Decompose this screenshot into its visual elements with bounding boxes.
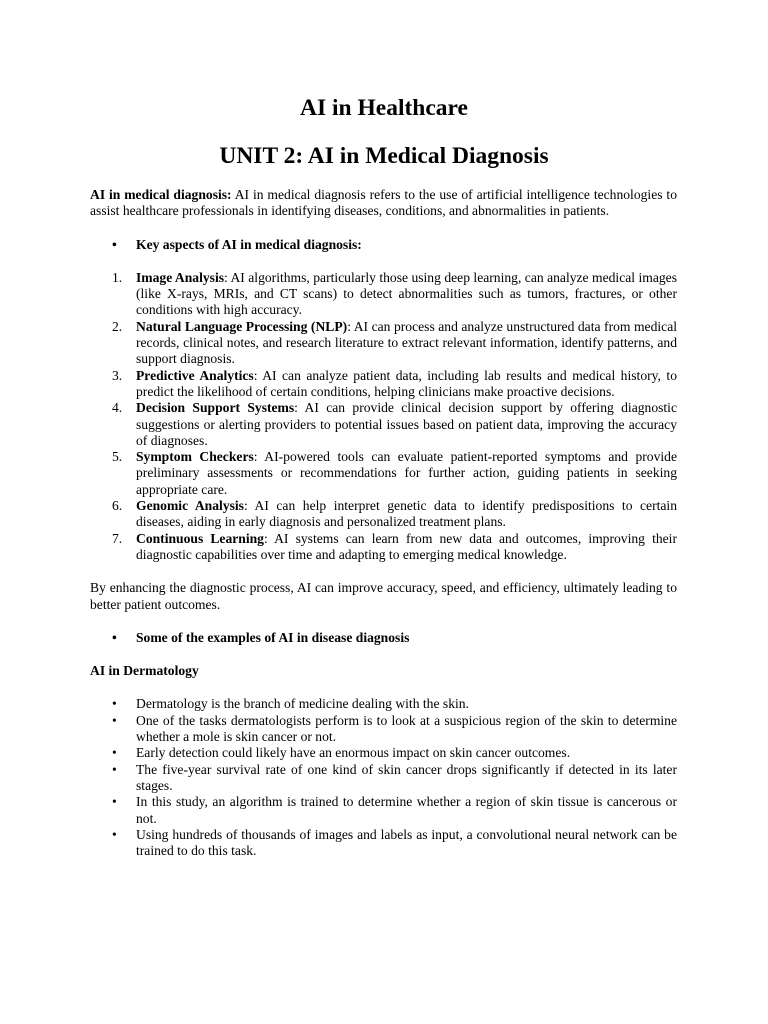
list-item xyxy=(90,713,677,746)
list-item-text: In this study, an algorithm is trained to determine whether a region of skin tissue is cancerous or not. xyxy=(136,794,677,826)
list-item-text xyxy=(136,449,677,498)
list-item-desc: : AI can help interpret genetic data to identify predispositions to certain diseases, aiding in early diagnosis and personalized treatment plans. xyxy=(136,498,677,530)
list-item-text xyxy=(136,270,677,319)
list-item-text: One of the tasks dermatologists perform is to look at a suspicious region of the skin to determine whether a mole is skin cancer or not. xyxy=(136,712,677,745)
list-item-text: Using hundreds of thousands of images and labels as input, a convolutional neural network can be trained to do this task. xyxy=(136,826,677,859)
section-title-dermatology: AI in Dermatology xyxy=(90,663,199,679)
list-item-term: Predictive Analytics xyxy=(136,367,254,383)
list-item-text xyxy=(136,319,677,368)
list-item-text xyxy=(136,498,677,531)
list-item xyxy=(90,449,677,498)
list-item xyxy=(90,762,677,795)
list-item-desc: : AI systems can learn from new data and outcomes, improving their diagnostic capabilities over time and adapting to emerging medical knowledge. xyxy=(136,530,677,562)
list-item-text: The five-year survival rate of one kind of skin cancer drops significantly if detected in its later stages. xyxy=(136,761,677,793)
list-item-text xyxy=(136,368,677,401)
list-item-term: Natural Language Processing (NLP) xyxy=(136,318,348,334)
bullet-icon: • xyxy=(112,696,117,712)
bullet-icon: • xyxy=(112,794,117,810)
list-item xyxy=(90,745,677,761)
list-item-desc: : AI can provide clinical decision support by offering diagnostic suggestions or alerting providers to potential issues based on patient data, improving the accuracy of diagnoses. xyxy=(136,400,677,448)
list-item-text xyxy=(136,400,677,449)
document-subtitle: UNIT 2: AI in Medical Diagnosis xyxy=(219,143,549,169)
list-item xyxy=(90,696,677,712)
list-item-text: Early detection could likely have an enormous impact on skin cancer outcomes. xyxy=(136,745,571,761)
bullet-icon: • xyxy=(112,826,117,842)
list-item-desc: : AI-powered tools can evaluate patient-reported symptoms and provide preliminary assessments or recommendations for further action, guiding patients in seeking appropriate care. xyxy=(136,449,677,497)
examples-heading-item xyxy=(90,630,677,646)
list-item-desc: : AI can analyze patient data, including lab results and medical history, to predict the likelihood of certain conditions, helping clinicians make proactive decisions. xyxy=(136,367,677,399)
list-item xyxy=(90,794,677,827)
list-item xyxy=(90,368,677,401)
document-body xyxy=(90,187,677,859)
list-item-text: Dermatology is the branch of medicine dealing with the skin. xyxy=(136,696,469,712)
examples-heading: Some of the examples of AI in disease diagnosis xyxy=(136,629,410,645)
list-number: 7. xyxy=(112,530,123,546)
list-number: 5. xyxy=(112,449,123,465)
list-item-desc: : AI algorithms, particularly those using deep learning, can analyze medical images (like X-rays, MRIs, and CT scans) to detect abnormalities such as tumors, fractures, or other conditions with high accuracy. xyxy=(136,269,677,318)
dermatology-list xyxy=(90,696,677,859)
list-item-desc: : AI can process and analyze unstructured data from medical records, clinical notes, and research literature to extract relevant information, identify patterns, and support diagnosis. xyxy=(136,318,678,367)
intro-paragraph xyxy=(90,187,677,220)
list-item xyxy=(90,400,677,449)
bullet-icon: • xyxy=(112,761,117,777)
list-item xyxy=(90,319,677,368)
list-number: 2. xyxy=(112,318,123,334)
list-item-term: Decision Support Systems xyxy=(136,400,295,416)
intro-text: AI in medical diagnosis refers to the use of artificial intelligence technologies to assist healthcare professionals in identifying diseases, conditions, and abnormalities in patients. xyxy=(90,187,677,219)
list-item xyxy=(90,827,677,860)
summary-paragraph: By enhancing the diagnostic process, AI can improve accuracy, speed, and efficiency, ultimately leading to better patient outcomes. xyxy=(90,580,677,612)
bullet-icon: • xyxy=(112,712,117,728)
intro-term: AI in medical diagnosis: xyxy=(90,187,232,202)
key-aspects-list xyxy=(90,270,677,563)
list-number: 3. xyxy=(112,367,123,383)
list-item-text xyxy=(136,531,677,564)
list-item-term: Continuous Learning xyxy=(136,530,264,546)
key-aspects-heading: Key aspects of AI in medical diagnosis: xyxy=(136,236,362,252)
key-aspects-heading-item xyxy=(90,237,677,253)
list-number: 4. xyxy=(112,400,123,416)
bullet-icon: • xyxy=(112,236,117,252)
list-item xyxy=(90,531,677,564)
list-item xyxy=(90,498,677,531)
bullet-icon: • xyxy=(112,629,117,645)
list-item xyxy=(90,270,677,319)
list-item-term: Genomic Analysis xyxy=(136,498,244,514)
bullet-icon: • xyxy=(112,745,117,761)
document-title: AI in Healthcare xyxy=(300,95,468,121)
list-item-term: Symptom Checkers xyxy=(136,449,254,465)
list-number: 6. xyxy=(112,498,123,514)
list-number: 1. xyxy=(112,269,123,285)
list-item-term: Image Analysis xyxy=(136,269,225,285)
